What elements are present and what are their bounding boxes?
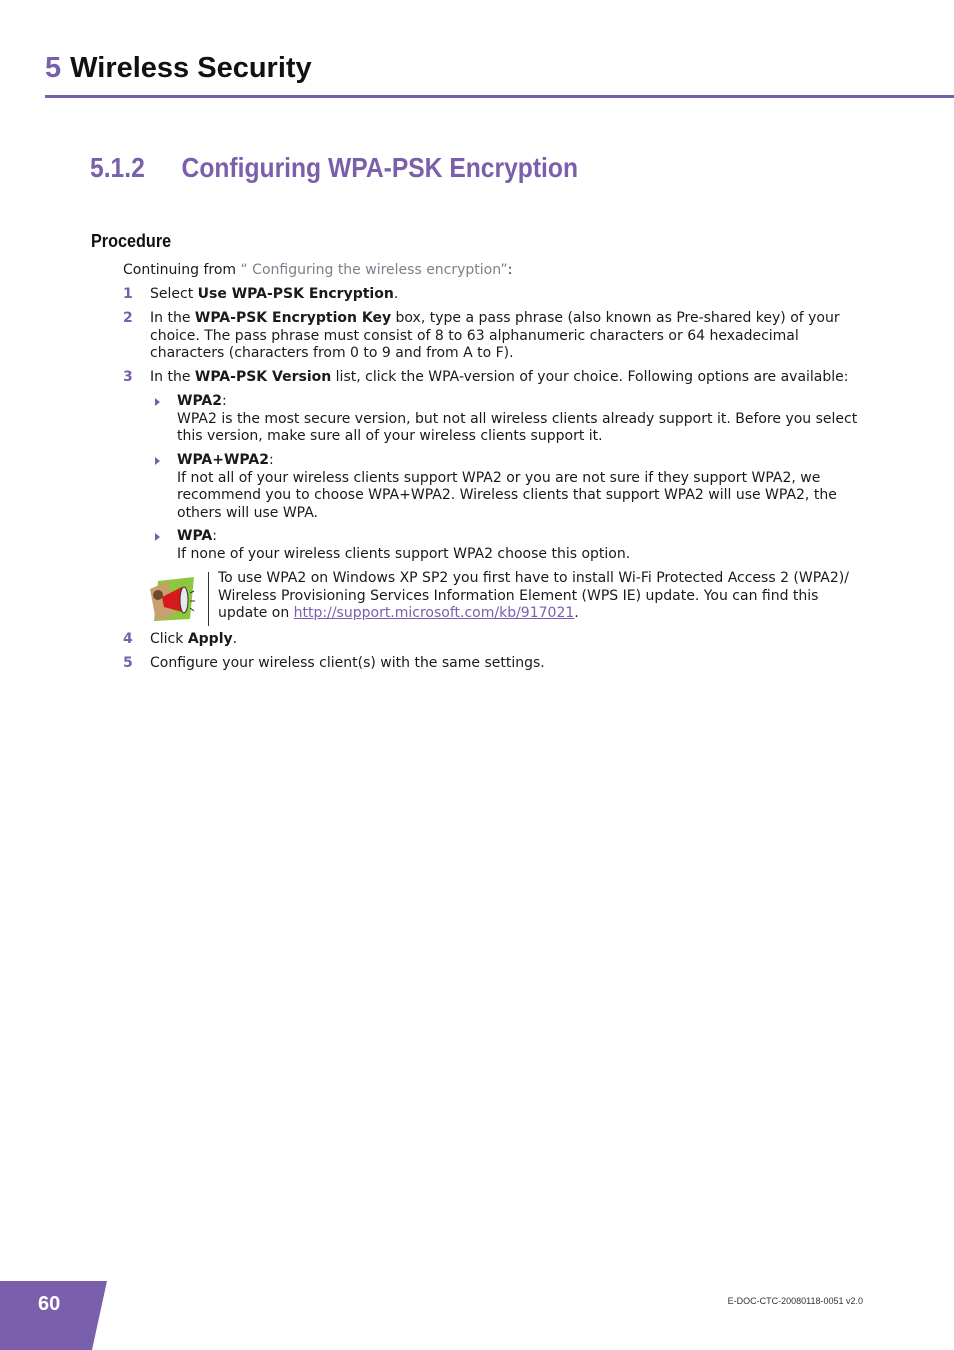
document-id: E-DOC-CTC-20080118-0051 v2.0	[727, 1296, 863, 1306]
step-text-end: list, click the WPA-version of your choice. Following options are available:	[331, 369, 849, 385]
intro-text: Continuing from	[123, 262, 241, 278]
option-wpa	[155, 528, 865, 563]
cross-reference[interactable]: “ Configuring the wireless encryption”	[240, 262, 508, 278]
note	[148, 570, 868, 626]
step-2	[123, 310, 863, 363]
option-label: WPA	[177, 528, 213, 544]
section-title	[90, 150, 578, 186]
chapter-number: 5	[45, 52, 62, 84]
step-4	[123, 631, 863, 649]
option-colon: :	[222, 393, 227, 409]
step-ui-term: Apply	[187, 631, 233, 647]
procedure-intro	[123, 262, 512, 280]
step-ui-term: Use WPA-PSK Encryption	[197, 286, 394, 302]
option-description: If not all of your wireless clients support WPA2 or you are not sure if they support WPA2, we recommend you to choose WPA+WPA2. Wireless clients that support WPA2 will use WPA2, the others will use WPA.	[177, 469, 837, 521]
option-label: WPA+WPA2	[177, 452, 269, 468]
step-text-end: .	[393, 286, 399, 302]
option-wpa-wpa2	[155, 452, 865, 522]
step-text: Select	[150, 286, 198, 302]
step-number: 2	[123, 310, 133, 326]
option-wpa2	[155, 393, 865, 446]
step-number: 1	[123, 286, 133, 302]
step-1	[123, 286, 863, 304]
bullet-arrow-icon	[155, 533, 160, 541]
note-text	[218, 570, 868, 623]
step-ui-term: WPA-PSK Version	[194, 369, 332, 385]
procedure-heading: Procedure	[91, 231, 172, 251]
bullet-arrow-icon	[155, 398, 160, 406]
chapter-name: Wireless Security	[70, 52, 312, 84]
note-body: To use WPA2 on Windows XP SP2 you first have to install Wi-Fi Protected Access 2 (WPA2)/ Wireless Provisioning Services Information Element (WPS IE) update. You can find this update on	[218, 570, 849, 621]
page-number: 60	[38, 1293, 61, 1315]
note-end: .	[574, 605, 579, 621]
step-number: 4	[123, 631, 133, 647]
step-text: In the	[150, 369, 195, 385]
step-5	[123, 655, 863, 673]
support-link[interactable]: http://support.microsoft.com/kb/917021	[293, 605, 575, 621]
step-text: Configure your wireless client(s) with the same settings.	[150, 655, 545, 671]
megaphone-icon	[148, 575, 196, 623]
option-colon: :	[212, 528, 217, 544]
step-number: 3	[123, 369, 133, 385]
step-text-end: .	[232, 631, 238, 647]
chapter-title	[45, 50, 312, 86]
chapter-header	[45, 50, 312, 86]
option-colon: :	[268, 452, 274, 468]
option-description: If none of your wireless clients support WPA2 choose this option.	[177, 545, 631, 562]
step-text-end: box, type a pass phrase (also known as Pre-shared key) of your choice. The pass phrase must consist of 8 to 63 alphanumeric characters or 64 hexadecimal characters (characters from 0 to 9 and from A to F).	[150, 310, 840, 361]
step-text: In the	[150, 310, 195, 326]
chapter-divider	[45, 95, 954, 98]
section-number: 5.1.2	[90, 152, 145, 183]
step-text: Click	[150, 631, 188, 647]
step-ui-term: WPA-PSK Encryption Key	[194, 310, 392, 326]
option-description: WPA2 is the most secure version, but not all wireless clients already support it. Before you select this version, make sure all of your wireless clients support it.	[177, 410, 858, 444]
intro-end: :	[507, 262, 513, 278]
option-label: WPA2	[177, 393, 222, 409]
note-divider	[208, 572, 209, 626]
section-name: Configuring WPA-PSK Encryption	[181, 152, 579, 183]
step-number: 5	[123, 655, 133, 671]
bullet-arrow-icon	[155, 457, 160, 465]
step-3	[123, 369, 863, 387]
